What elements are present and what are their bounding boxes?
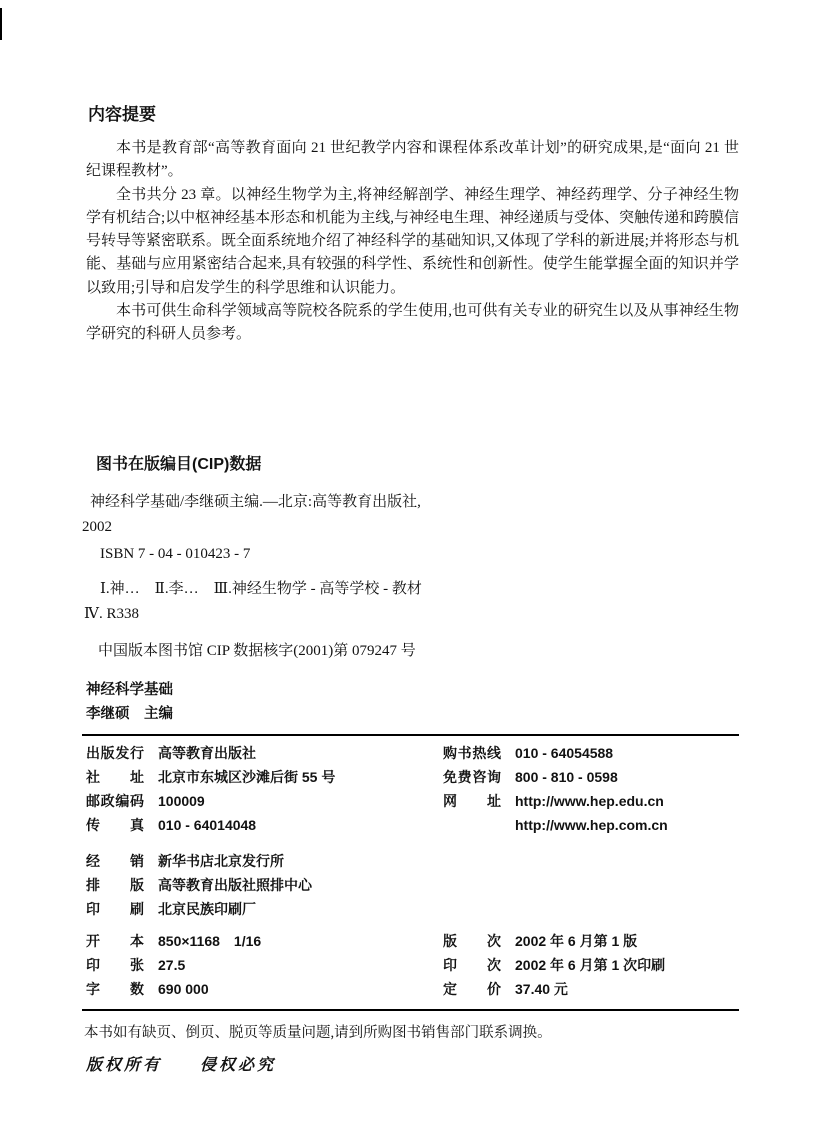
field-label: 购书热线: [443, 744, 501, 761]
cip-record-number: 中国版本图书馆 CIP 数据核字(2001)第 079247 号: [98, 642, 416, 659]
publisher-info-right-column: [443, 741, 741, 837]
cip-title-line: 神经科学基础/李继硕主编.—北京:高等教育出版社,: [90, 493, 421, 510]
field-value: 北京市东城区沙滩后街 55 号: [158, 768, 336, 785]
colophon-row-fax: [86, 813, 443, 837]
colophon-row-publisher: [86, 741, 443, 765]
field-label: 印张: [86, 956, 144, 973]
field-value: http://www.hep.edu.cn: [515, 792, 664, 809]
field-label: 版次: [443, 932, 501, 949]
field-value: 新华书店北京发行所: [158, 852, 284, 869]
field-label: 排版: [86, 876, 144, 893]
distribution-group: [86, 849, 741, 921]
colophon-row-sheets: [86, 953, 443, 977]
field-label: 印次: [443, 956, 501, 973]
field-value: 010 - 64054588: [515, 744, 614, 761]
colophon-row-tollfree: [443, 765, 741, 789]
colophon-row-edition: [443, 929, 741, 953]
cip-data-section: [82, 451, 739, 664]
divider-top: [82, 734, 739, 736]
field-label: 邮政编码: [86, 792, 144, 809]
field-value: 010 - 64014048: [158, 816, 257, 833]
book-title-block: [86, 678, 819, 726]
field-label: 字数: [86, 980, 144, 997]
field-label: 印刷: [86, 900, 144, 917]
cip-heading: 图书在版编目(CIP)数据: [96, 455, 262, 473]
publisher-info-left-column: [86, 741, 443, 837]
field-value: 2002 年 6 月第 1 版: [515, 932, 638, 949]
field-value: 850×1168 1/16: [158, 932, 262, 949]
field-value: 高等教育出版社照排中心: [158, 876, 312, 893]
field-value: 2002 年 6 月第 1 次印刷: [515, 956, 666, 973]
colophon-row-wordcount: [86, 977, 443, 1001]
field-value: 27.5: [158, 956, 186, 973]
field-value: http://www.hep.com.cn: [515, 816, 668, 833]
colophon-row-hotline: [443, 741, 741, 765]
print-spec-right-column: [443, 929, 741, 1001]
colophon-row-format: [86, 929, 443, 953]
colophon-row-address: [86, 765, 443, 789]
colophon-row-postcode: [86, 789, 443, 813]
field-value: 北京民族印刷厂: [158, 900, 256, 917]
field-label: 定价: [443, 980, 501, 997]
scan-edge-artifact: [0, 8, 2, 40]
colophon-row-distributor: [86, 849, 741, 873]
divider-bottom: [82, 1009, 739, 1011]
colophon-row-website: [443, 789, 741, 813]
print-spec-group: [86, 929, 741, 1001]
field-label: 免费咨询: [443, 768, 501, 785]
colophon-row-printing: [443, 953, 741, 977]
print-spec-left-column: [86, 929, 443, 1001]
colophon-row-website-2: [443, 813, 741, 837]
field-label: 传真: [86, 816, 144, 833]
colophon-row-printer: [86, 897, 741, 921]
book-editor: 李继硕 主编: [86, 705, 173, 722]
book-title: 神经科学基础: [86, 681, 173, 698]
content-summary-section: [0, 0, 819, 347]
summary-paragraph-1: 本书是教育部“高等教育面向 21 世纪教学内容和课程体系改革计划”的研究成果,是“面向 21 世纪课程教材”。: [86, 140, 739, 180]
field-label: 网址: [443, 792, 501, 809]
colophon-row-typesetting: [86, 873, 741, 897]
copyright-statement: 版权所有 侵权必究: [86, 1056, 277, 1074]
summary-heading: 内容提要: [88, 105, 156, 124]
field-value: 690 000: [158, 980, 209, 997]
summary-paragraph-3: 本书可供生命科学领域高等院校各院系的学生使用,也可供有关专业的研究生以及从事神经生物学研究的科研人员参考。: [86, 303, 739, 343]
field-value: 高等教育出版社: [158, 744, 256, 761]
cip-classification-line: Ⅰ.神… Ⅱ.李… Ⅲ.神经生物学 - 高等学校 - 教材: [100, 580, 422, 597]
field-label: 出版发行: [86, 744, 144, 761]
cip-year-line: 2002: [82, 518, 112, 535]
cip-classification-line-2: Ⅳ. R338: [84, 605, 139, 622]
field-label: 社址: [86, 768, 144, 785]
field-label: [443, 813, 501, 837]
colophon-section: [86, 741, 741, 1001]
summary-paragraph-2: 全书共分 23 章。以神经生物学为主,将神经解剖学、神经生理学、神经药理学、分子神经生物学有机结合;以中枢神经基本形态和机能为主线,与神经电生理、神经递质与受体、突触传递和跨膜信号转导等紧密联系。既全面系统地介绍了神经科学的基础知识,又体现了学科的新进展;并将形态与机能、基础与应用紧密结合起来,具有较强的科学性、系统性和创新性。使学生能掌握全面的知识并学以致用;引导和启发学生的科学思维和认识能力。: [86, 186, 739, 296]
publisher-info-group: [86, 741, 741, 837]
field-label: 开本: [86, 932, 144, 949]
page-footer: [84, 1021, 739, 1075]
field-value: 100009: [158, 792, 205, 809]
field-value: 800 - 810 - 0598: [515, 768, 618, 785]
field-value: 37.40 元: [515, 980, 568, 997]
colophon-row-price: [443, 977, 741, 1001]
cip-isbn-line: ISBN 7 - 04 - 010423 - 7: [100, 545, 251, 562]
quality-notice: 本书如有缺页、倒页、脱页等质量问题,请到所购图书销售部门联系调换。: [84, 1024, 552, 1041]
field-label: 经销: [86, 852, 144, 869]
